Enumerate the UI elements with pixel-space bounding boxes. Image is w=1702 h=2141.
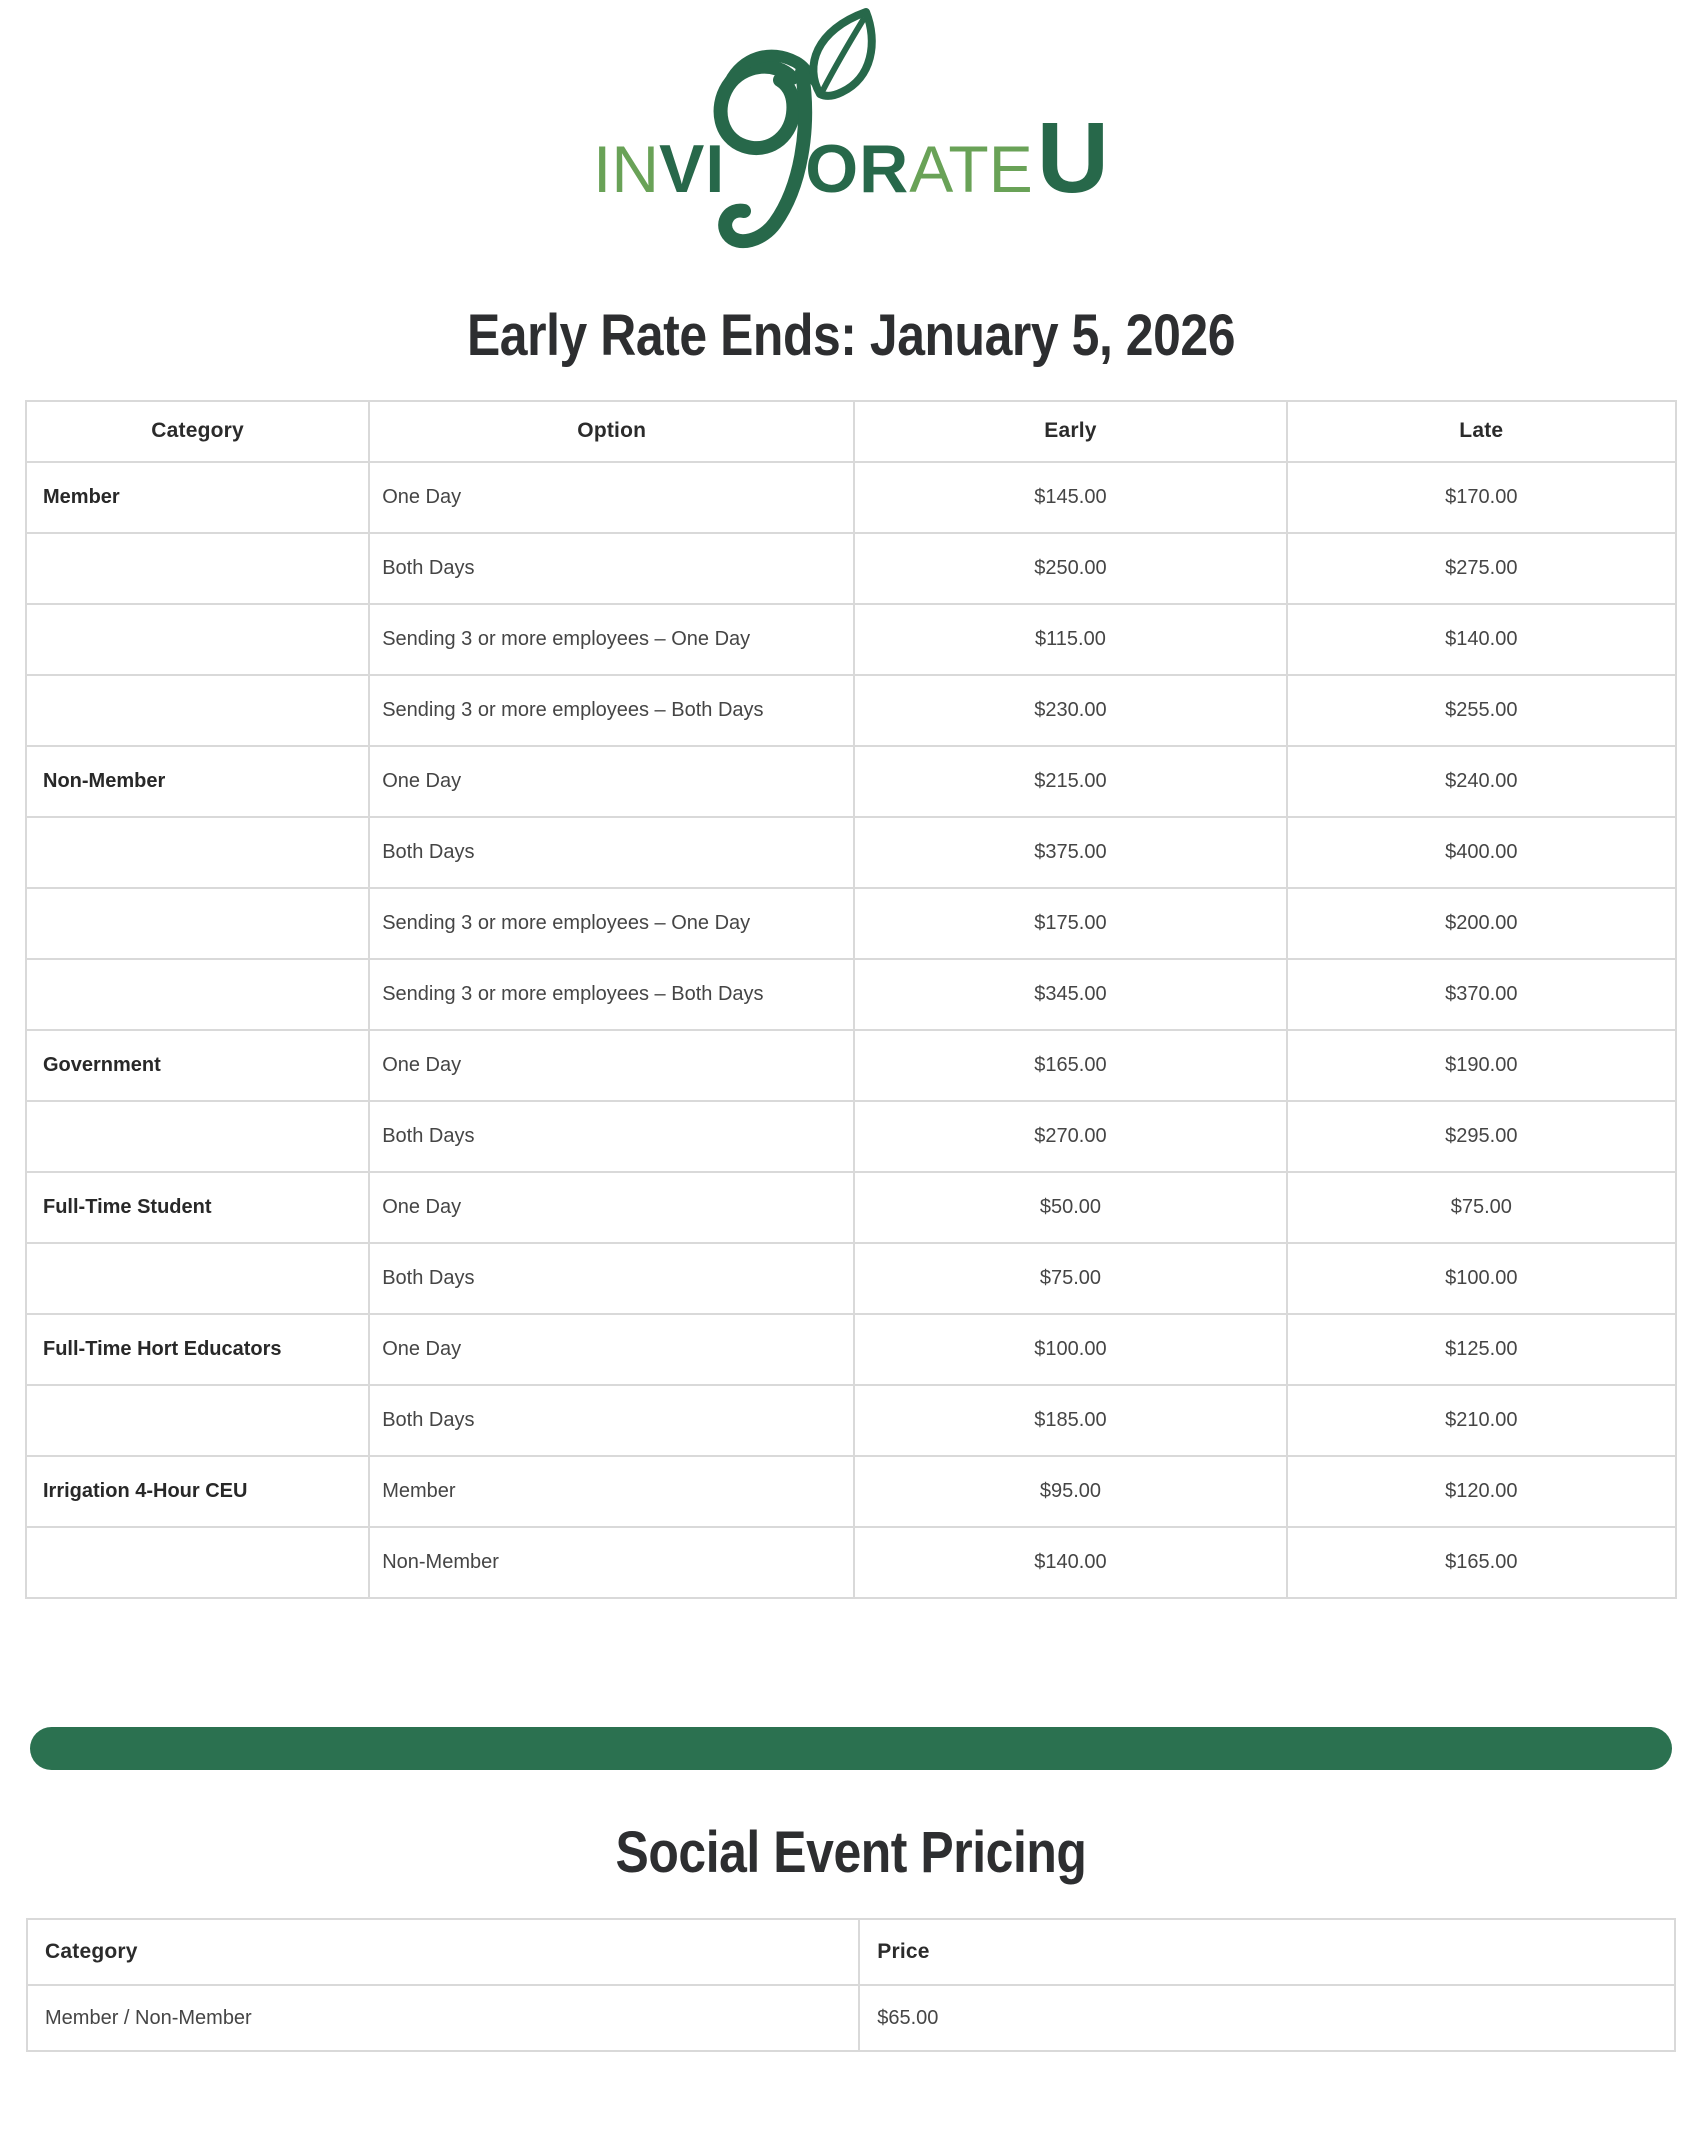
category-cell: Member [26,462,369,533]
early-price-cell: $270.00 [854,1101,1286,1172]
early-price-cell: $165.00 [854,1030,1286,1101]
table-row [26,888,1676,959]
option-cell: One Day [369,1314,854,1385]
logo-text-or: OR [805,131,910,207]
late-price-cell: $275.00 [1287,533,1676,604]
option-cell: Sending 3 or more employees – Both Days [369,675,854,746]
table-row [26,1172,1676,1243]
early-price-cell: $75.00 [854,1243,1286,1314]
price-cell: $65.00 [859,1985,1675,2051]
option-cell: One Day [369,1172,854,1243]
table-row [26,1527,1676,1598]
early-price-cell: $50.00 [854,1172,1286,1243]
early-price-cell: $95.00 [854,1456,1286,1527]
late-price-cell: $120.00 [1287,1456,1676,1527]
table-row [26,1101,1676,1172]
early-rate-heading: Early Rate Ends: January 5, 2026 [466,303,1236,368]
category-cell: Non-Member [26,746,369,817]
option-cell: Sending 3 or more employees – Both Days [369,959,854,1030]
early-price-cell: $100.00 [854,1314,1286,1385]
table-row [26,959,1676,1030]
pricing-table-header [26,401,1676,462]
page [0,8,1702,2141]
column-header-early: Early [854,401,1286,462]
logo-text-u: U [1036,102,1109,214]
section-divider-bar [30,1727,1672,1770]
early-price-cell: $185.00 [854,1385,1286,1456]
table-row [26,1456,1676,1527]
category-cell: Full-Time Student [26,1172,369,1243]
social-table-body [27,1985,1675,2051]
table-row [26,462,1676,533]
table-row [27,1985,1675,2051]
column-header-category: Category [27,1919,859,1985]
social-table-header [27,1919,1675,1985]
category-cell: Full-Time Hort Educators [26,1314,369,1385]
early-price-cell: $375.00 [854,817,1286,888]
logo [0,8,1702,214]
category-cell [26,1385,369,1456]
late-price-cell: $200.00 [1287,888,1676,959]
table-row [26,1314,1676,1385]
social-event-heading: Social Event Pricing [615,1819,1087,1885]
option-cell: Non-Member [369,1527,854,1598]
logo-text-ate: ATE [909,132,1033,206]
category-cell [26,675,369,746]
option-cell: Member [369,1456,854,1527]
table-row [26,746,1676,817]
early-price-cell: $145.00 [854,462,1286,533]
early-price-cell: $140.00 [854,1527,1286,1598]
late-price-cell: $295.00 [1287,1101,1676,1172]
late-price-cell: $240.00 [1287,746,1676,817]
column-header-option: Option [369,401,854,462]
late-price-cell: $255.00 [1287,675,1676,746]
pricing-table [25,400,1677,1599]
category-cell [26,533,369,604]
table-row [26,817,1676,888]
category-cell [26,604,369,675]
header-row [27,1919,1675,1985]
late-price-cell: $165.00 [1287,1527,1676,1598]
table-row [26,604,1676,675]
early-price-cell: $345.00 [854,959,1286,1030]
category-cell [26,1527,369,1598]
logo-script-g-and-leaf [670,8,900,192]
category-cell: Member / Non-Member [27,1985,859,2051]
category-cell [26,959,369,1030]
option-cell: Sending 3 or more employees – One Day [369,888,854,959]
option-cell: One Day [369,1030,854,1101]
option-cell: Sending 3 or more employees – One Day [369,604,854,675]
column-header-category: Category [26,401,369,462]
category-cell [26,888,369,959]
social-pricing-table [26,1918,1676,2052]
late-price-cell: $190.00 [1287,1030,1676,1101]
late-price-cell: $75.00 [1287,1172,1676,1243]
late-price-cell: $140.00 [1287,604,1676,675]
option-cell: Both Days [369,1385,854,1456]
table-row [26,533,1676,604]
early-price-cell: $115.00 [854,604,1286,675]
logo-text-in: IN [593,132,660,206]
early-price-cell: $250.00 [854,533,1286,604]
option-cell: Both Days [369,817,854,888]
late-price-cell: $400.00 [1287,817,1676,888]
late-price-cell: $210.00 [1287,1385,1676,1456]
option-cell: Both Days [369,1243,854,1314]
late-price-cell: $370.00 [1287,959,1676,1030]
category-cell [26,1243,369,1314]
late-price-cell: $125.00 [1287,1314,1676,1385]
category-cell: Government [26,1030,369,1101]
table-row [26,675,1676,746]
early-price-cell: $175.00 [854,888,1286,959]
logo-text-vi: VI [659,131,726,207]
leaf-icon [670,8,900,268]
category-cell: Irrigation 4-Hour CEU [26,1456,369,1527]
option-cell: One Day [369,746,854,817]
category-cell [26,817,369,888]
early-price-cell: $215.00 [854,746,1286,817]
column-header-price: Price [859,1919,1675,1985]
table-row [26,1030,1676,1101]
table-row [26,1243,1676,1314]
early-price-cell: $230.00 [854,675,1286,746]
option-cell: One Day [369,462,854,533]
late-price-cell: $100.00 [1287,1243,1676,1314]
column-header-late: Late [1287,401,1676,462]
header-row [26,401,1676,462]
table-row [26,1385,1676,1456]
category-cell [26,1101,369,1172]
option-cell: Both Days [369,1101,854,1172]
option-cell: Both Days [369,533,854,604]
late-price-cell: $170.00 [1287,462,1676,533]
pricing-table-body [26,462,1676,1598]
